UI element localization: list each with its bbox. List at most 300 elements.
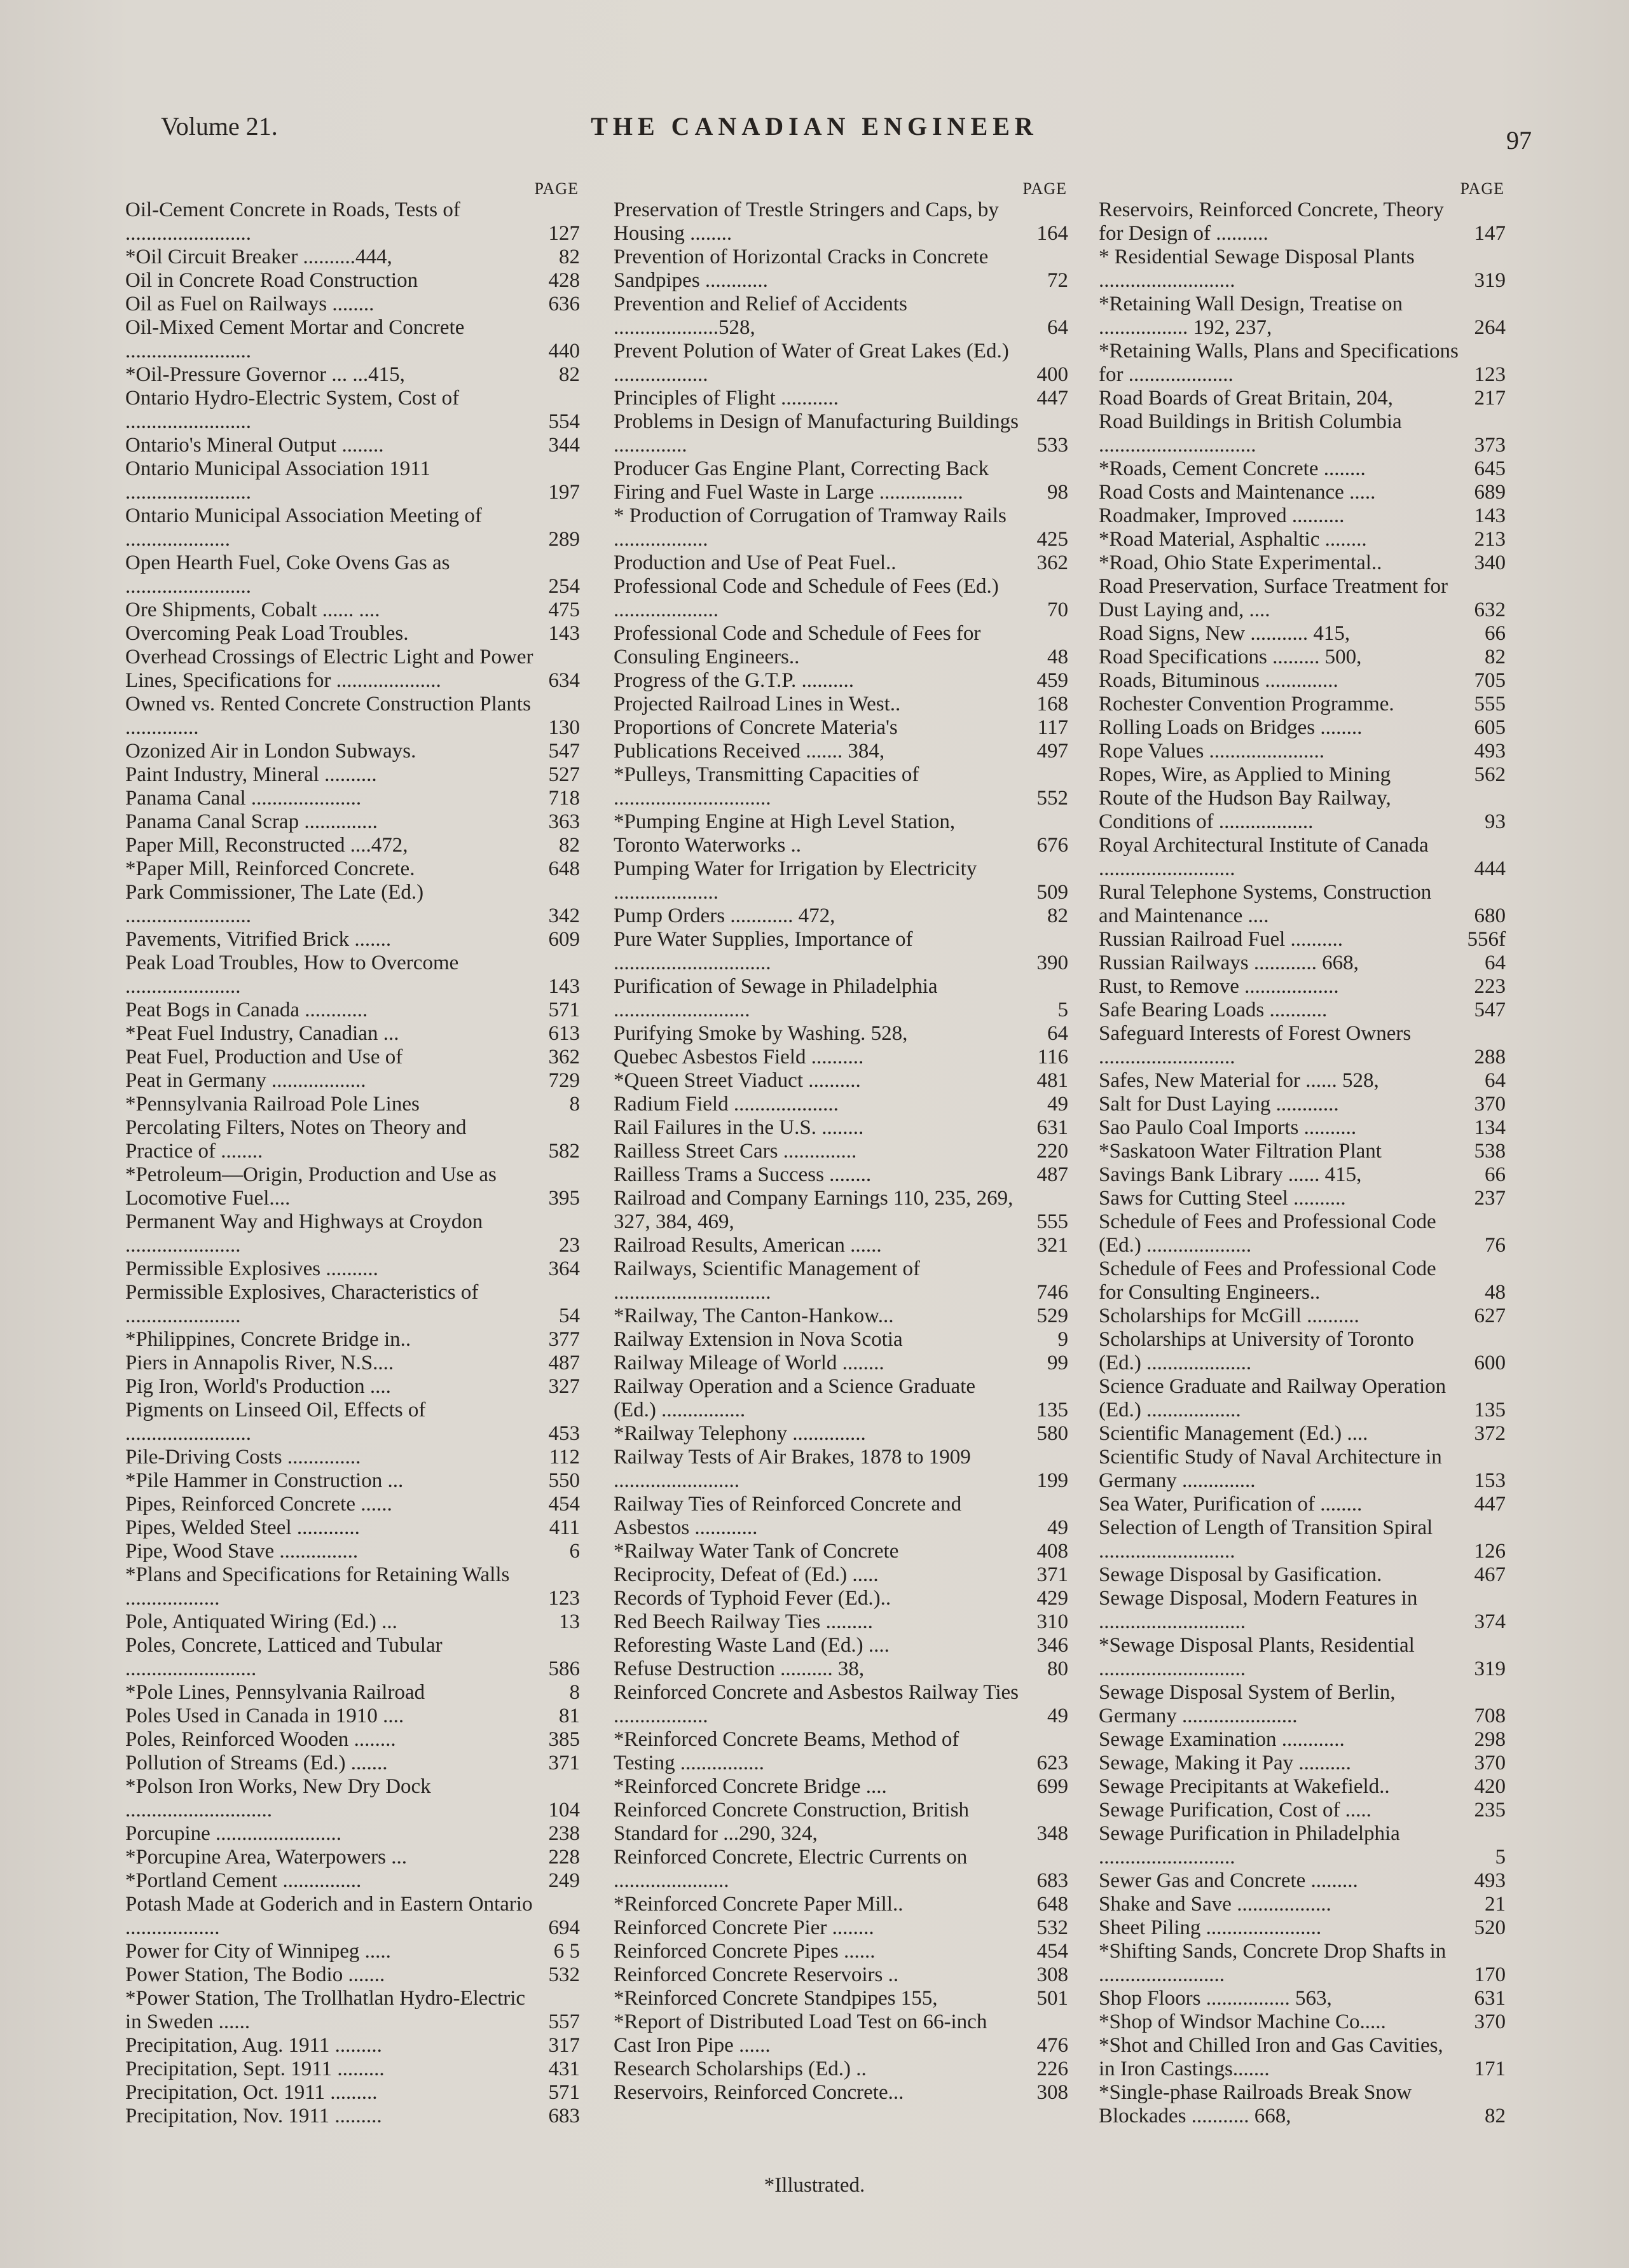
entry-title: Pavements, Vitrified Brick ....... [125,928,392,951]
entry-page: 226 [1036,2057,1068,2080]
index-entry [125,1493,580,1516]
index-entry [1099,716,1506,740]
entry-title: Railway Operation and a Science Graduate (Ed.) ................ [614,1375,976,1421]
entry-title: *Porcupine Area, Waterpowers ... [125,1846,408,1869]
entry-title: Schedule of Fees and Professional Code (Ed.) .................... [1099,1210,1436,1257]
index-entry [125,198,580,245]
index-entry [614,904,1068,928]
index-entry [614,1304,1068,1328]
entry-title: Production and Use of Peat Fuel.. [614,551,897,574]
index-entry [614,1093,1068,1116]
entry-title: *Road Material, Asphaltic ........ [1099,528,1367,551]
entry-title: Scholarships for McGill .......... [1099,1304,1359,1327]
index-entry [614,857,1068,904]
index-entry [614,1916,1068,1940]
entry-page: 168 [1036,693,1068,716]
index-entry [614,410,1068,457]
entry-page: 425 [1036,528,1068,551]
entry-page: 605 [1474,716,1506,739]
entry-title: Prevention of Horizontal Cracks in Concrete Sandpipes ............ [614,245,989,292]
entry-page: 729 [548,1069,580,1092]
index-entry [614,575,1068,622]
entry-page: 23 [559,1234,580,1257]
entry-page: 493 [1474,740,1506,763]
index-entry [1099,1587,1506,1634]
index-entry [614,1799,1068,1846]
entry-page: 13 [559,1610,580,1633]
entry-title: Purification of Sewage in Philadelphia .......................... [614,975,938,1021]
entry-title: Permanent Way and Highways at Croydon ...................... [125,1210,483,1257]
entry-title: Savings Bank Library ...... 415, [1099,1163,1362,1186]
entry-title: Ore Shipments, Cobalt ...... .... [125,598,380,621]
page-column-label: PAGE [1460,179,1504,198]
entry-title: Ozonized Air in London Subways. [125,740,416,763]
index-entry [125,1210,580,1257]
entry-title: Professional Code and Schedule of Fees for Consuling Engineers.. [614,622,981,668]
index-entry [1099,340,1506,387]
entry-title: *Pole Lines, Pennsylvania Railroad [125,1681,425,1704]
index-entry [614,693,1068,716]
entry-title: Overhead Crossings of Electric Light and Power Lines, Specifications for .................... [125,646,533,692]
index-entry [1099,245,1506,293]
entry-page: 400 [1036,363,1068,386]
entry-title: Safe Bearing Loads ........... [1099,999,1328,1021]
entry-title: Pig Iron, World's Production .... [125,1375,391,1398]
entry-title: Quebec Asbestos Field .......... [614,1046,864,1068]
entry-title: *Sewage Disposal Plants, Residential ............................ [1099,1634,1415,1680]
entry-title: Pipe, Wood Stave ............... [125,1540,359,1563]
entry-title: *Paper Mill, Reinforced Concrete. [125,857,415,880]
entry-page: 130 [548,716,580,739]
entry-page: 632 [1474,598,1506,621]
entry-title: *Railway Telephony .............. [614,1422,866,1445]
entry-title: *Pulleys, Transmitting Capacities of .............................. [614,763,919,810]
index-entry [1099,1916,1506,1940]
entry-title: *Shifting Sands, Concrete Drop Shafts in ........................ [1099,1940,1447,1986]
index-entry [125,2034,580,2057]
index-entry [1099,575,1506,622]
entry-title: Paint Industry, Mineral .......... [125,763,377,786]
entry-title: Roads, Bituminous .............. [1099,669,1338,692]
entry-page: 390 [1036,951,1068,974]
entry-title: Roadmaker, Improved .......... [1099,504,1345,527]
entry-page: 554 [548,410,580,433]
index-entry [125,810,580,834]
entry-title: Rural Telephone Systems, Construction and Maintenance .... [1099,881,1432,927]
entry-title: *Retaining Wall Design, Treatise on ................. 192, 237, [1099,293,1403,339]
entry-page: 8 [569,1093,580,1116]
index-entry [125,504,580,551]
entry-page: 164 [1036,222,1068,245]
index-column-2 [614,179,1068,2105]
entry-title: Salt for Dust Laying ............ [1099,1093,1339,1116]
entry-title: Selection of Length of Transition Spiral .......................... [1099,1516,1433,1563]
entry-page: 428 [548,269,580,292]
index-entry [1099,481,1506,504]
entry-page: 447 [1036,387,1068,410]
index-entry [125,857,580,881]
entry-title: Reinforced Concrete and Asbestos Railway Ties .................. [614,1681,1019,1727]
index-entry [125,1563,580,1610]
entry-title: Producer Gas Engine Plant, Correcting Back Firing and Fuel Waste in Large ................ [614,457,989,504]
entry-title: Pile-Driving Costs .............. [125,1446,361,1469]
entry-title: Reinforced Concrete Pier ........ [614,1916,874,1939]
entry-page: 123 [548,1587,580,1610]
index-entry [125,1893,580,1940]
entry-title: Sewer Gas and Concrete ......... [1099,1869,1358,1892]
index-entry [614,622,1068,669]
entry-title: Sewage Disposal by Gasification. [1099,1563,1382,1586]
entry-page: 571 [548,2081,580,2104]
entry-page: 411 [549,1516,580,1539]
index-entry [1099,1799,1506,1822]
entry-page: 153 [1474,1469,1506,1492]
entry-page: 476 [1036,2034,1068,2057]
entry-title: Railless Trams a Success ........ [614,1163,872,1186]
entry-page: 680 [1474,904,1506,927]
entry-page: 362 [1036,551,1068,574]
entry-title: * Residential Sewage Disposal Plants .......................... [1099,245,1415,292]
entry-title: *Shop of Windsor Machine Co..... [1099,2010,1386,2033]
entry-title: *Pennsylvania Railroad Pole Lines [125,1093,420,1116]
entry-page: 362 [548,1046,580,1068]
entry-title: Ontario Municipal Association Meeting of .................... [125,504,482,551]
index-entry [1099,1728,1506,1752]
entry-page: 497 [1036,740,1068,763]
entry-page: 116 [1037,1046,1068,1068]
entry-title: Power Station, The Bodio ....... [125,1963,385,1986]
entry-title: *Roads, Cement Concrete ........ [1099,457,1366,480]
entry-title: Scientific Management (Ed.) .... [1099,1422,1368,1445]
entry-title: Pollution of Streams (Ed.) ....... [125,1752,388,1774]
entry-page: 586 [548,1657,580,1680]
entry-title: Prevention and Relief of Accidents ....................528, [614,293,907,339]
entry-page: 104 [548,1799,580,1822]
index-entry [614,1257,1068,1304]
index-entry [1099,834,1506,881]
index-entry [125,1046,580,1069]
index-entry [1099,999,1506,1022]
entry-page: 99 [1047,1352,1068,1374]
entry-title: Red Beech Railway Ties ......... [614,1610,873,1633]
entry-title: Oil-Mixed Cement Mortar and Concrete ........................ [125,316,465,363]
index-entry [614,457,1068,504]
entry-title: Railways, Scientific Management of .............................. [614,1257,921,1304]
index-entry [125,316,580,363]
entry-title: Road Specifications ......... 500, [1099,646,1362,668]
index-entry [125,1093,580,1116]
entry-page: 135 [1036,1399,1068,1421]
index-entry [614,1987,1068,2010]
index-column-3 [1099,179,1506,2128]
index-entry [125,1328,580,1352]
entry-page: 93 [1485,810,1506,833]
entry-list [614,198,1068,2105]
entry-title: Russian Railways ............ 668, [1099,951,1359,974]
entry-page: 645 [1474,457,1506,480]
entry-page: 72 [1047,269,1068,292]
index-entry [125,1940,580,1963]
entry-page: 143 [548,622,580,645]
entry-page: 220 [1036,1140,1068,1163]
entry-page: 70 [1047,598,1068,621]
entry-page: 48 [1047,646,1068,668]
index-entry [125,457,580,504]
entry-title: *Plans and Specifications for Retaining Walls .................. [125,1563,510,1610]
entry-title: Safeguard Interests of Forest Owners .......................... [1099,1022,1412,1068]
entry-title: *Shot and Chilled Iron and Gas Cavities, in Iron Castings....... [1099,2034,1443,2080]
entry-page: 552 [1036,787,1068,810]
entry-page: 64 [1047,316,1068,339]
entry-page: 475 [548,598,580,621]
entry-title: Reinforced Concrete Pipes ...... [614,1940,876,1963]
index-entry [614,504,1068,551]
index-entry [614,975,1068,1022]
entry-page: 708 [1474,1704,1506,1727]
entry-title: *Railway Water Tank of Concrete [614,1540,899,1563]
entry-page: 254 [548,575,580,598]
index-entry [1099,1822,1506,1869]
entry-page: 408 [1036,1540,1068,1563]
index-entry [125,1446,580,1469]
entry-title: Owned vs. Rented Concrete Construction Plants .............. [125,693,531,739]
entry-page: 64 [1485,951,1506,974]
index-entry [125,1375,580,1399]
entry-title: Railway Mileage of World ........ [614,1352,884,1374]
index-entry [125,1399,580,1446]
entry-page: 676 [1036,834,1068,857]
page-column-label: PAGE [534,179,579,198]
entry-page: 223 [1474,975,1506,998]
entry-page: 623 [1036,1752,1068,1774]
index-entry [1099,551,1506,575]
index-entry [614,1187,1068,1234]
entry-page: 683 [548,2105,580,2127]
entry-page: 374 [1474,1610,1506,1633]
entry-title: Saws for Cutting Steel .......... [1099,1187,1346,1210]
index-entry [1099,2010,1506,2034]
entry-title: Rope Values ...................... [1099,740,1325,763]
footnote: *Illustrated. [764,2174,865,2197]
entry-title: Ontario Hydro-Electric System, Cost of ........................ [125,387,460,433]
entry-title: *Single-phase Railroads Break Snow Blockades ........... 668, [1099,2081,1412,2127]
entry-title: Panama Canal Scrap .............. [125,810,378,833]
page-column-label: PAGE [1022,179,1067,198]
index-entry [125,1681,580,1704]
entry-page: 705 [1474,669,1506,692]
entry-title: Refuse Destruction .......... 38, [614,1657,865,1680]
entry-title: Sewage Purification in Philadelphia .......................... [1099,1822,1400,1869]
entry-page: 147 [1474,222,1506,245]
index-entry [1099,740,1506,763]
entry-title: Radium Field .................... [614,1093,839,1116]
page-header [0,111,1629,162]
index-entry [125,1069,580,1093]
entry-page: 76 [1485,1234,1506,1257]
index-entry [1099,1869,1506,1893]
entry-title: Permissible Explosives, Characteristics of ...................... [125,1281,479,1327]
entry-page: 556f [1467,928,1506,951]
index-entry [1099,1422,1506,1446]
index-entry [614,1375,1068,1422]
entry-page: 310 [1036,1610,1068,1633]
entry-page: 555 [1036,1210,1068,1233]
entry-page: 431 [548,2057,580,2080]
index-entry [614,1775,1068,1799]
entry-page: 371 [548,1752,580,1774]
index-entry [125,622,580,646]
index-entry [125,434,580,457]
index-entry [125,1775,580,1822]
index-entry [614,2081,1068,2105]
entry-title: *Petroleum—Origin, Production and Use as Locomotive Fuel.... [125,1163,497,1210]
entry-title: Oil in Concrete Road Construction [125,269,418,292]
index-entry [1099,787,1506,834]
index-entry [125,1257,580,1281]
entry-title: Poles Used in Canada in 1910 .... [125,1704,404,1727]
index-entry [125,245,580,269]
entry-title: Road Costs and Maintenance ..... [1099,481,1376,504]
index-entry [614,1163,1068,1187]
entry-title: Railway Tests of Air Brakes, 1878 to 1909 ........................ [614,1446,971,1492]
entry-title: Reforesting Waste Land (Ed.) .... [614,1634,890,1657]
entry-page: 340 [1474,551,1506,574]
entry-page: 533 [1036,434,1068,457]
entry-title: Precipitation, Aug. 1911 ......... [125,2034,382,2057]
index-entry [125,1281,580,1328]
entry-title: Sheet Piling ...................... [1099,1916,1322,1939]
index-entry [1099,1752,1506,1775]
index-entry [125,1163,580,1210]
entry-title: *Reinforced Concrete Beams, Method of Testing ................ [614,1728,959,1774]
entry-page: 532 [548,1963,580,1986]
index-entry [125,1469,580,1493]
index-entry [1099,198,1506,245]
index-entry [1099,1163,1506,1187]
entry-title: Open Hearth Fuel, Coke Ovens Gas as ........................ [125,551,450,598]
entry-page: 197 [548,481,580,504]
index-entry [1099,1069,1506,1093]
entry-page: 308 [1036,1963,1068,1986]
entry-page: 520 [1474,1916,1506,1939]
entry-page: 217 [1474,387,1506,410]
entry-page: 562 [1474,763,1506,786]
entry-page: 529 [1036,1304,1068,1327]
entry-title: Shop Floors ................ 563, [1099,1987,1332,2010]
entry-page: 689 [1474,481,1506,504]
index-entry [614,1116,1068,1140]
index-entry [125,1610,580,1634]
index-entry [614,1963,1068,1987]
index-entry [1099,693,1506,716]
index-entry [125,2057,580,2081]
entry-page: 5 [1495,1846,1506,1869]
entry-page: 600 [1474,1352,1506,1374]
entry-page: 631 [1474,1987,1506,2010]
entry-page: 699 [1036,1775,1068,1798]
page-number: 97 [1506,126,1532,155]
entry-title: Proportions of Concrete Materia's [614,716,898,739]
index-entry [125,763,580,787]
entry-page: 582 [548,1140,580,1163]
entry-page: 571 [548,999,580,1021]
entry-list [1099,198,1506,2128]
entry-title: Prevent Polution of Water of Great Lakes (Ed.) .................. [614,340,1009,386]
entry-page: 21 [1485,1893,1506,1916]
index-entry [1099,1563,1506,1587]
entry-title: Publications Received ....... 384, [614,740,885,763]
entry-title: Poles, Reinforced Wooden ........ [125,1728,396,1751]
entry-page: 453 [548,1422,580,1445]
entry-page: 527 [548,763,580,786]
entry-page: 746 [1036,1281,1068,1304]
entry-page: 238 [548,1822,580,1845]
index-entry [1099,622,1506,646]
entry-title: *Reinforced Concrete Bridge .... [614,1775,887,1798]
entry-title: Railway Extension in Nova Scotia [614,1328,903,1351]
entry-page: 298 [1474,1728,1506,1751]
entry-page: 344 [548,434,580,457]
entry-title: Oil as Fuel on Railways ........ [125,293,375,315]
index-entry [614,2010,1068,2057]
entry-page: 64 [1485,1069,1506,1092]
index-entry [125,387,580,434]
index-entry [1099,1940,1506,1987]
index-entry [1099,669,1506,693]
index-entry [614,763,1068,810]
entry-page: 363 [548,810,580,833]
index-entry [125,740,580,763]
entry-title: Road Signs, New ........... 415, [1099,622,1351,645]
index-entry [614,1328,1068,1352]
entry-title: Rail Failures in the U.S. ........ [614,1116,864,1139]
entry-title: Precipitation, Oct. 1911 ......... [125,2081,378,2104]
index-entry [1099,1257,1506,1304]
entry-page: 631 [1036,1116,1068,1139]
entry-page: 487 [1036,1163,1068,1186]
entry-title: Preservation of Trestle Stringers and Caps, by Housing ........ [614,198,999,245]
index-entry [614,1493,1068,1540]
index-entry [125,1869,580,1893]
entry-page: 127 [548,222,580,245]
entry-page: 580 [1036,1422,1068,1445]
entry-page: 429 [1036,1587,1068,1610]
index-entry [125,598,580,622]
entry-title: Road Boards of Great Britain, 204, [1099,387,1393,410]
entry-page: 550 [548,1469,580,1492]
index-entry [1099,1987,1506,2010]
index-entry [125,928,580,951]
entry-title: Reinforced Concrete Reservoirs .. [614,1963,899,1986]
index-entry [1099,457,1506,481]
entry-page: 49 [1047,1093,1068,1116]
entry-title: Sewage Disposal, Modern Features in ............................ [1099,1587,1418,1633]
entry-page: 627 [1474,1304,1506,1327]
entry-title: Scientific Study of Naval Architecture in Germany .............. [1099,1446,1442,1492]
entry-title: Park Commissioner, The Late (Ed.) ........................ [125,881,424,927]
index-entry [125,1822,580,1846]
entry-title: Road Preservation, Surface Treatment for Dust Laying and, .... [1099,575,1448,621]
entry-page: 395 [548,1187,580,1210]
entry-page: 66 [1485,622,1506,645]
entry-title: Precipitation, Sept. 1911 ......... [125,2057,385,2080]
entry-title: Reinforced Concrete Construction, British Standard for ...290, 324, [614,1799,970,1845]
index-entry [614,1446,1068,1493]
index-entry [1099,1516,1506,1563]
entry-title: Ontario Municipal Association 1911 ........................ [125,457,430,504]
index-entry [125,2105,580,2128]
entry-title: Pigments on Linseed Oil, Effects of ........................ [125,1399,426,1445]
